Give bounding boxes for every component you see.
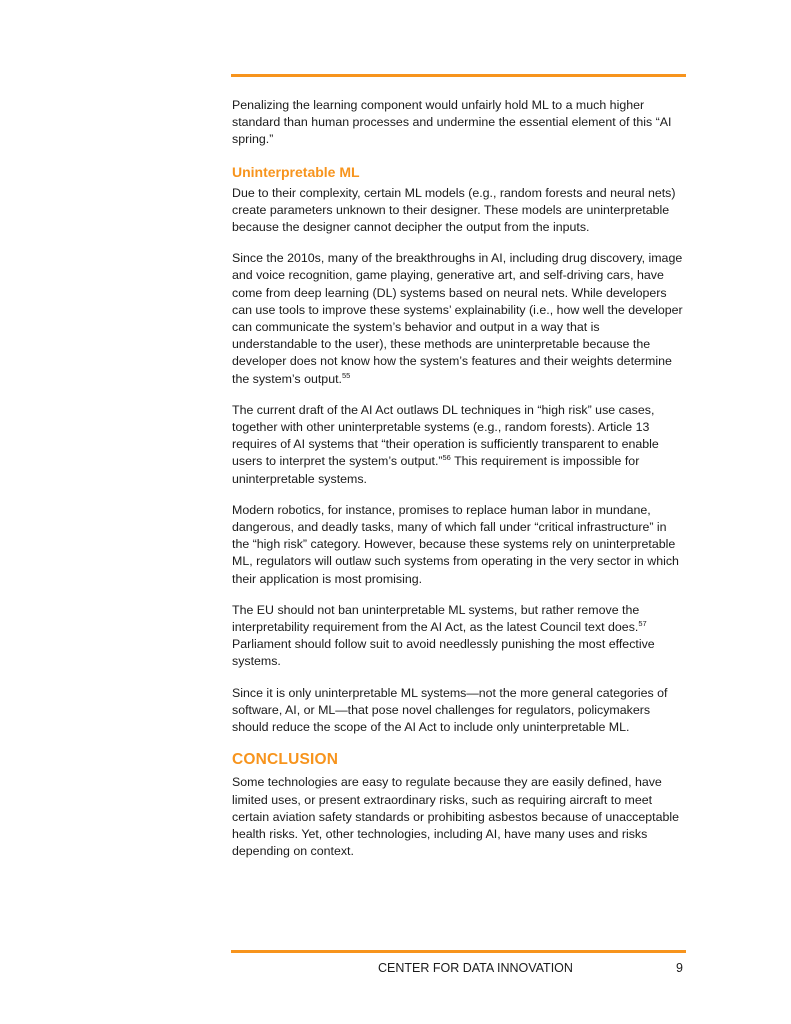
paragraph: Some technologies are easy to regulate because they are easily defined, have limited uses, or present extraordinary risks, such as requiring aircraft to meet certain aviation safety standards or prohibiting asbestos because of unacceptable health risks. Yet, other technologies, including AI, have many uses and risks depending on context. <box>232 775 680 859</box>
paragraph: Since it is only uninterpretable ML systems—not the more general categories of software, AI, or ML—that pose novel challenges for regulators, policymakers should reduce the scope of the AI Act to include only uninterpretable ML. <box>232 685 668 735</box>
paragraph-text: Parliament should follow suit to avoid needlessly punishing the most effective systems. <box>232 637 655 669</box>
intro-paragraph: Penalizing the learning component would unfairly hold ML to a much higher standard than human processes and undermine the essential element of this “AI spring.” <box>232 98 672 147</box>
footer-organization: CENTER FOR DATA INNOVATION <box>378 961 573 975</box>
footer-rule <box>231 950 686 953</box>
header-rule <box>231 74 686 77</box>
footnote-ref[interactable]: 55 <box>341 370 351 380</box>
section-heading-uninterpretable-ml: Uninterpretable ML <box>232 163 360 180</box>
footnote-ref[interactable]: 57 <box>638 618 647 628</box>
paragraph: Modern robotics, for instance, promises to replace human labor in mundane, dangerous, and deadly tasks, many of which fall under “critical infrastructure” in the “high risk” category. However, because these systems rely on uninterpretable ML, regulators will outlaw such systems from operating in the very sector in which their application is most promising. <box>232 502 679 586</box>
paragraph <box>232 250 687 388</box>
paragraph-text: Since the 2010s, many of the breakthroughs in AI, including drug discovery, image and voice recognition, game playing, generative art, and self-driving cars, have come from deep learning (DL) systems based on neural nets. While developers can use tools to improve these systems’ explainability (i.e., how well the developer can communicate the system’s behavior and output in a way that is understandable to the user), these methods are uninterpretable because the developer does not know how the system’s features and their weights determine the system’s output. <box>232 251 683 386</box>
paragraph: Due to their complexity, certain ML models (e.g., random forests and neural nets) create parameters unknown to their designer. These models are uninterpretable because the designer cannot decipher the output from the inputs. <box>232 185 676 235</box>
section-heading-conclusion: CONCLUSION <box>232 751 339 769</box>
page-body <box>232 97 687 874</box>
paragraph-text: This requirement is impossible for uninterpretable systems. <box>232 454 640 486</box>
page-number: 9 <box>676 961 683 975</box>
paragraph <box>232 602 687 671</box>
footnote-ref[interactable]: 56 <box>442 453 451 463</box>
paragraph-text: The EU should not ban uninterpretable ML systems, but rather remove the interpretability requirement from the AI Act, as the latest Council text does. <box>232 602 640 635</box>
paragraph-text: The current draft of the AI Act outlaws DL techniques in “high risk” use cases, together with other uninterpretable systems (e.g., random forests). Article 13 requires of AI systems that “their operation is sufficiently transparent to enable users to interpret the system’s output.” <box>232 402 659 469</box>
paragraph <box>232 402 687 488</box>
